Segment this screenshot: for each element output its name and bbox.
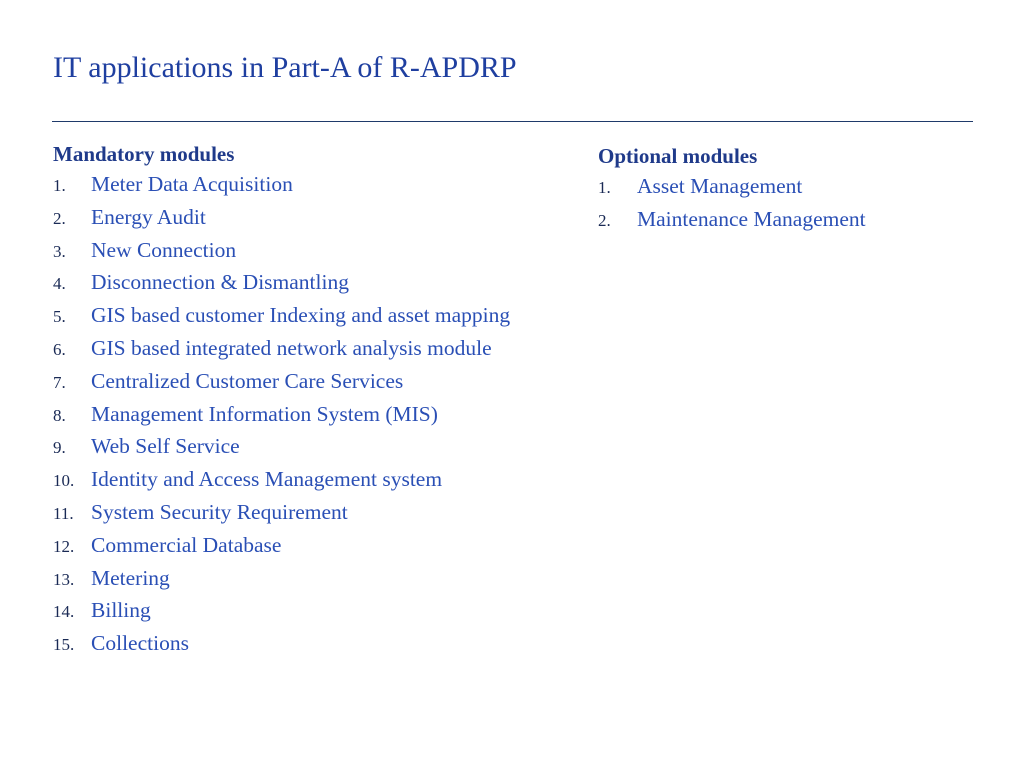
item-label: Centralized Customer Care Services xyxy=(91,368,404,393)
list-item xyxy=(53,533,593,566)
list-item xyxy=(53,402,593,435)
item-label: Metering xyxy=(91,565,170,590)
title-divider xyxy=(52,121,973,122)
list-item xyxy=(53,205,593,238)
optional-modules-list xyxy=(598,174,978,240)
item-label: Maintenance Management xyxy=(637,206,866,231)
item-number: 15. xyxy=(53,635,75,655)
optional-modules-heading: Optional modules xyxy=(598,144,758,168)
item-number: 11. xyxy=(53,503,74,523)
item-label: Identity and Access Management system xyxy=(91,467,443,492)
item-number: 6. xyxy=(53,339,66,359)
mandatory-modules-column xyxy=(53,140,593,664)
list-item xyxy=(53,369,593,402)
item-label: Meter Data Acquisition xyxy=(91,172,293,196)
mandatory-modules-heading: Mandatory modules xyxy=(53,142,235,166)
list-item xyxy=(53,631,593,664)
item-label: Energy Audit xyxy=(91,204,206,229)
list-item xyxy=(53,172,593,205)
item-number: 4. xyxy=(53,274,66,294)
item-number: 1. xyxy=(53,176,66,195)
list-item xyxy=(53,303,593,336)
item-number: 8. xyxy=(53,405,66,425)
list-item xyxy=(53,434,593,467)
item-label: Billing xyxy=(91,598,151,623)
item-number: 2. xyxy=(598,210,611,230)
item-label: GIS based customer Indexing and asset mapping xyxy=(91,303,511,328)
item-number: 2. xyxy=(53,208,66,228)
optional-modules-column xyxy=(598,142,978,240)
item-label: Management Information System (MIS) xyxy=(91,401,438,426)
item-number: 7. xyxy=(53,372,66,392)
item-label: System Security Requirement xyxy=(91,499,348,524)
list-item xyxy=(53,500,593,533)
item-number: 9. xyxy=(53,438,66,458)
list-item xyxy=(53,598,593,631)
slide-title: IT applications in Part-A of R-APDRP xyxy=(53,51,517,84)
item-label: New Connection xyxy=(91,237,237,262)
list-item xyxy=(53,238,593,271)
item-number: 13. xyxy=(53,569,75,589)
mandatory-modules-list xyxy=(53,172,593,664)
list-item xyxy=(53,566,593,599)
list-item xyxy=(53,467,593,500)
item-label: GIS based integrated network analysis module xyxy=(91,335,492,360)
item-number: 10. xyxy=(53,471,75,491)
item-label: Asset Management xyxy=(637,174,803,198)
list-item xyxy=(53,270,593,303)
item-label: Collections xyxy=(91,631,189,656)
item-number: 1. xyxy=(598,178,611,197)
item-label: Web Self Service xyxy=(91,434,240,459)
item-label: Disconnection & Dismantling xyxy=(91,270,349,295)
list-item xyxy=(598,174,978,207)
item-number: 12. xyxy=(53,536,75,556)
list-item xyxy=(598,207,978,240)
list-item xyxy=(53,336,593,369)
item-number: 5. xyxy=(53,307,66,327)
item-number: 3. xyxy=(53,241,66,261)
item-number: 14. xyxy=(53,602,75,622)
item-label: Commercial Database xyxy=(91,532,282,557)
